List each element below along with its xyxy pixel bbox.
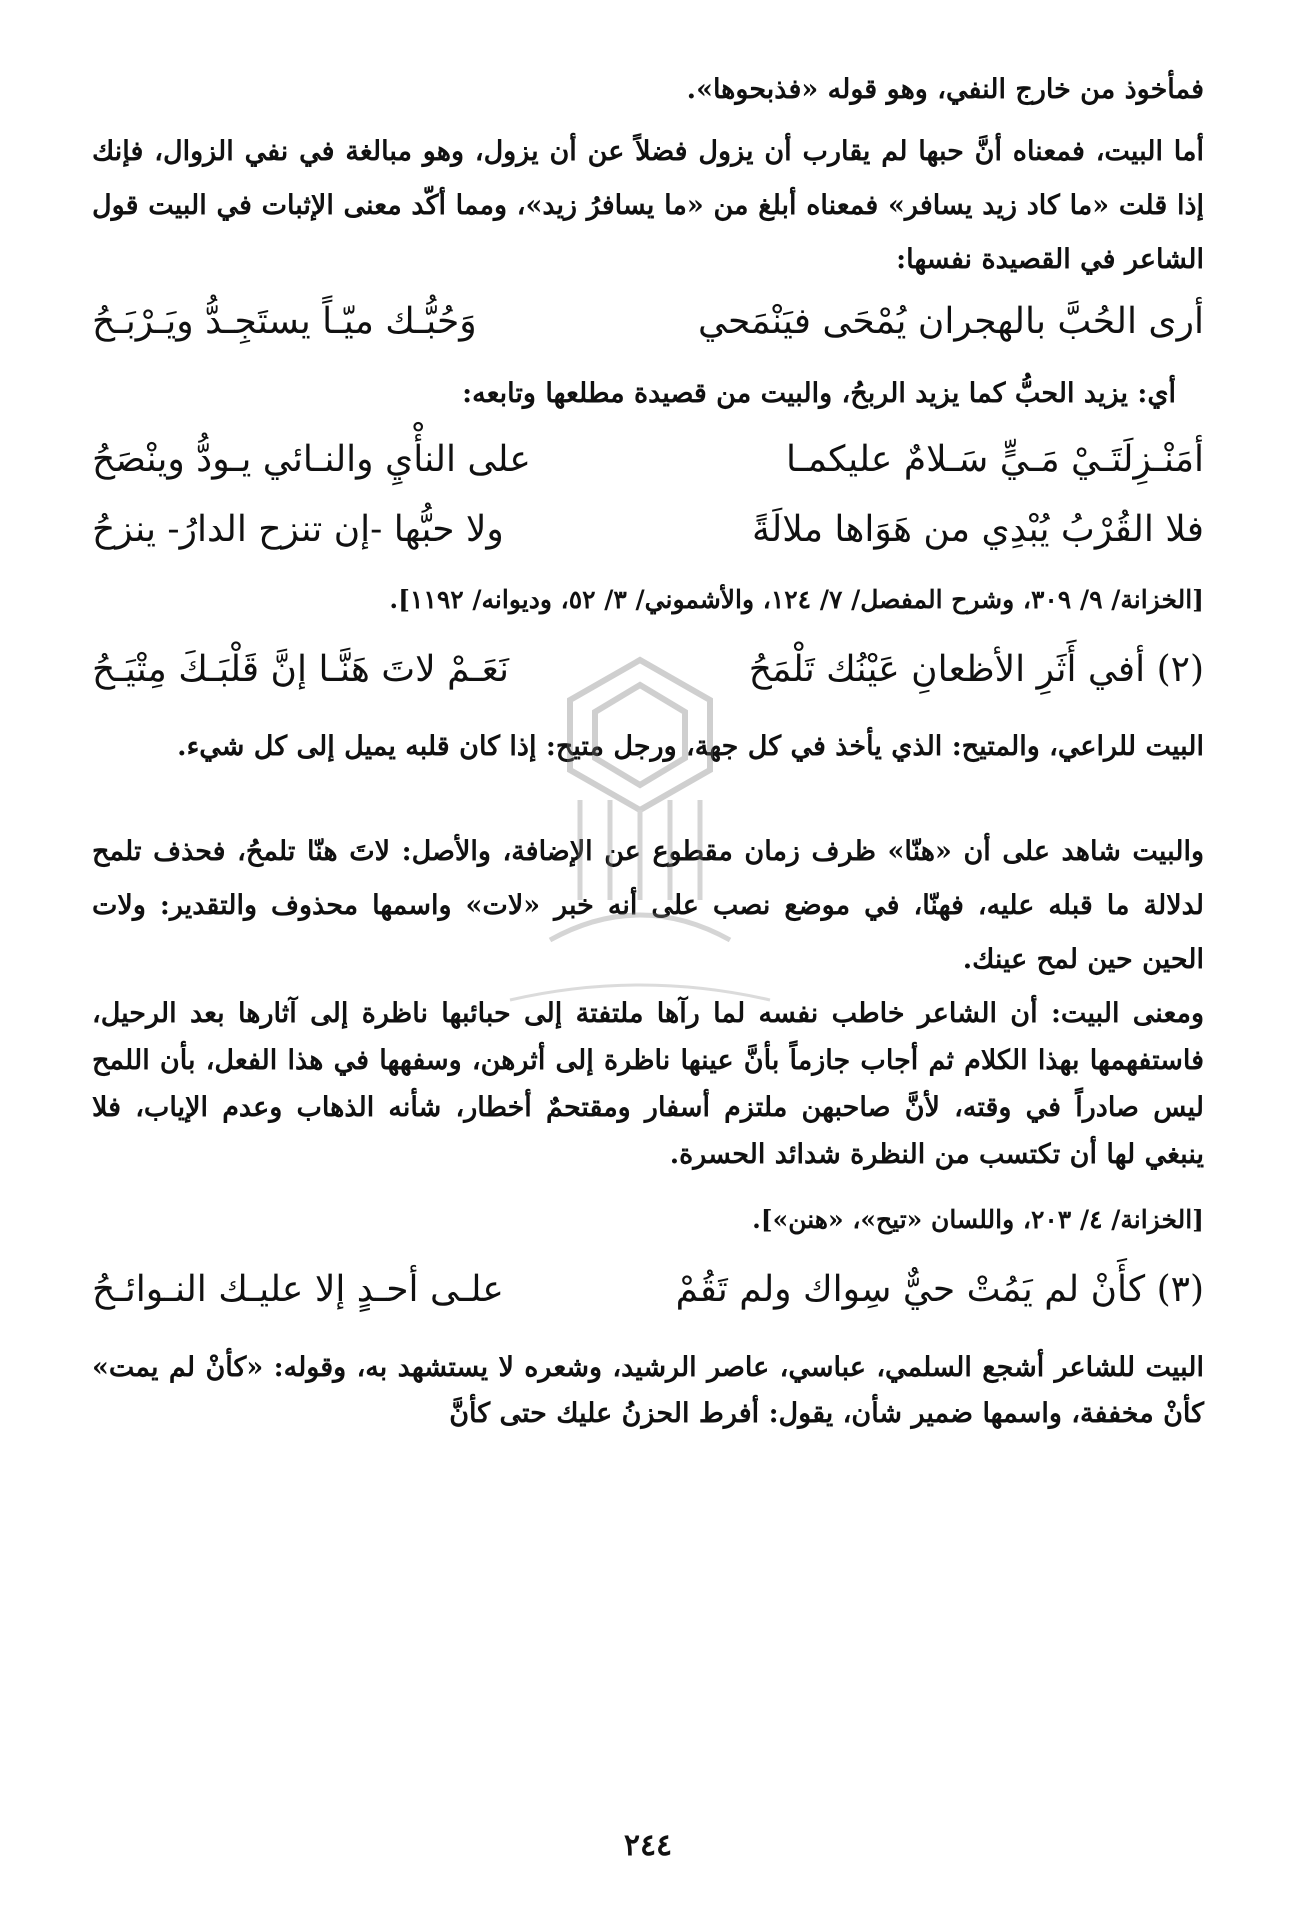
- verse-5: [92, 1260, 1204, 1320]
- verse-1: [92, 292, 1204, 352]
- verse-4: [92, 640, 1204, 700]
- verse-4-hemistich-1: (٢) أفي أَثَرِ الأظعانِ عَيْنُك تَلْمَحُ: [748, 649, 1204, 690]
- paragraph-5: ومعنى البيت: أن الشاعر خاطب نفسه لما رآها ملتفتة إلى حبائبها ناظرة إلى آثارها بعد الرحيل، فاستفهمها بهذا الكلام ثم أجاب جازماً بأنَّ عينها ناظرة إلى أثرهن، وسفهها في هذا الفعل، بأن اللمح ليس صادراً في وقته، لأنَّ صاحبهن ملتزم أسفار ومقتحمٌ أخطار، شأنه الذهاب وعدم الإياب، فلا ينبغي لها أن تكتسب من النظرة شدائد الحسرة.: [92, 998, 1204, 1170]
- verse-2: [92, 430, 1204, 490]
- paragraph-3: البيت للراعي، والمتيح: الذي يأخذ في كل جهة، ورجل متيح: إذا كان قلبه يميل إلى كل شيء.: [177, 731, 1204, 762]
- page-number: ٢٤٤: [623, 1828, 673, 1863]
- verse-1-hemistich-2: وَحُبُّـك ميّـاً يستَجِـدُّ ويَـرْبَـحُ: [92, 301, 477, 342]
- citation-2: [الخزانة/ ٤/ ٢٠٣، واللسان «تيح»، «هنن»].: [752, 1205, 1204, 1234]
- paragraph-continuation: فمأخوذ من خارج النفي، وهو قوله «فذبحوها».: [686, 74, 1204, 105]
- verse-5-hemistich-2: علـى أحـدٍ إلا عليـك النـوائـحُ: [92, 1269, 504, 1310]
- paragraph-6: البيت للشاعر أشجع السلمي، عباسي، عاصر الرشيد، وشعره لا يستشهد به، وقوله: «كأنْ لم يمت» كأنْ مخففة، واسمها ضمير شأن، يقول: أفرط الحزنُ عليك حتى كأنَّ: [92, 1352, 1204, 1429]
- verse-1-hemistich-1: أرى الحُبَّ بالهجران يُمْحَى فيَنْمَحي: [697, 301, 1204, 342]
- verse-5-hemistich-1: (٣) كأَنْ لم يَمُتْ حيٌّ سِواك ولم تَقُمْ: [675, 1269, 1204, 1310]
- verse-3: [92, 500, 1204, 560]
- verse-3-hemistich-1: فلا القُرْبُ يُبْدِي من هَوَاها ملالَةً: [751, 509, 1204, 550]
- verse-2-hemistich-2: على النأْيِ والنـائي يـودُّ وينْصَحُ: [92, 439, 531, 480]
- verse-3-hemistich-2: ولا حبُّها -إن تنزح الدارُ- ينزحُ: [92, 509, 504, 550]
- verse-4-hemistich-2: نَعَـمْ لاتَ هَنَّـا إنَّ قَلْبَـكَ مِتْيَـحُ: [92, 649, 510, 690]
- citation-1: [الخزانة/ ٩/ ٣٠٩، وشرح المفصل/ ٧/ ١٢٤، والأشموني/ ٣/ ٥٢، وديوانه/ ١١٩٢].: [389, 585, 1204, 614]
- paragraph-1: أما البيت، فمعناه أنَّ حبها لم يقارب أن يزول فضلاً عن أن يزول، وهو مبالغة في نفي الزوال، فإنك إذا قلت «ما كاد زيد يسافر» فمعناه أبلغ من «ما يسافرُ زيد»، ومما أكّد معنى الإثبات في البيت قول الشاعر في القصيدة نفسها:: [92, 136, 1204, 275]
- verse-2-hemistich-1: أمَنْـزِلَتَـيْ مَـيٍّ سَـلامٌ عليكمـا: [785, 439, 1204, 480]
- paragraph-2: أي: يزيد الحبُّ كما يزيد الربحُ، والبيت من قصيدة مطلعها وتابعه:: [462, 378, 1176, 409]
- paragraph-4: والبيت شاهد على أن «هنّا» ظرف زمان مقطوع عن الإضافة، والأصل: لاتَ هنّا تلمحُ، فحذف تلمح لدلالة ما قبله عليه، فهنّا، في موضع نصب على أنه خبر «لات» واسمها محذوف والتقدير: ولات الحين حين لمح عينك.: [92, 836, 1204, 975]
